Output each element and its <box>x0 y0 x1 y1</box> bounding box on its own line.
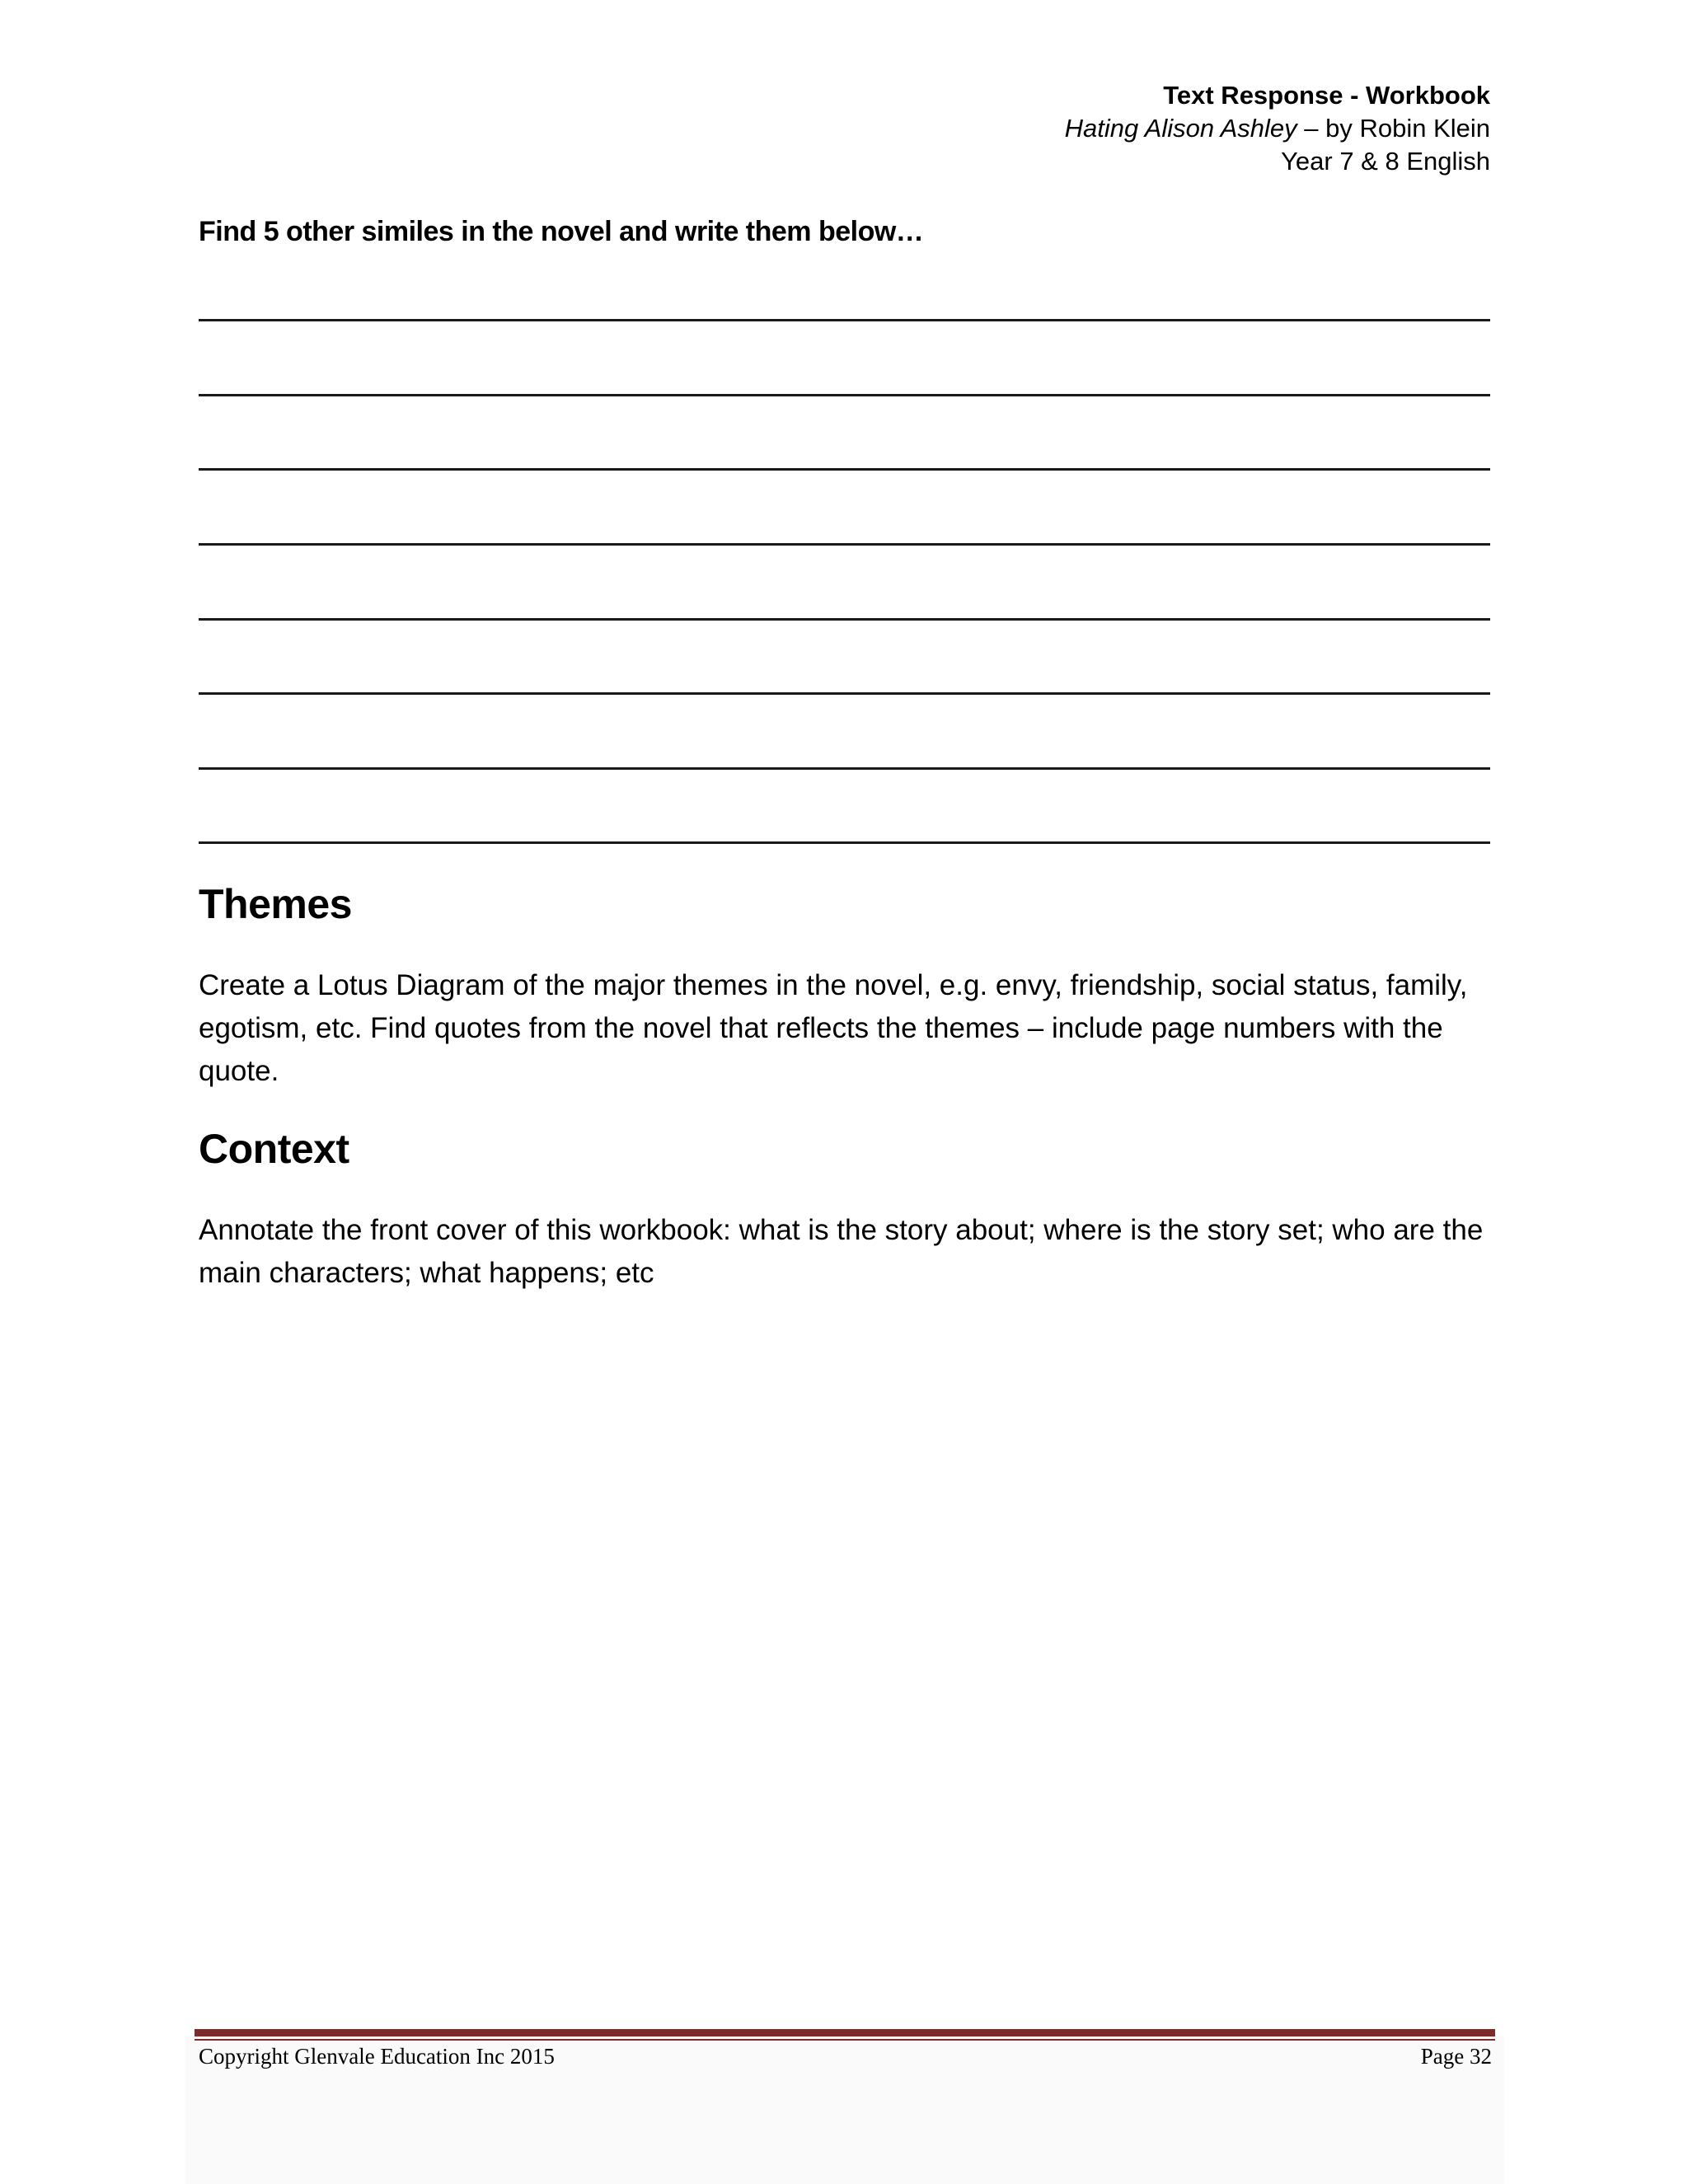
answer-line-5[interactable] <box>199 618 1490 621</box>
footer-page-number: Page 32 <box>1420 2044 1492 2069</box>
book-title: Hating Alison Ashley <box>1064 114 1297 143</box>
answer-line-4[interactable] <box>199 543 1490 546</box>
answer-line-8[interactable] <box>199 841 1490 844</box>
similes-prompt: Find 5 other similes in the novel and write them below… <box>199 216 924 247</box>
themes-body: Create a Lotus Diagram of the major themes in the novel, e.g. envy, friendship, social status, family, egotism, etc. Find quotes from the novel that reflects the themes – include page numbers with the quote. <box>199 969 1468 1087</box>
themes-heading: Themes <box>199 881 352 927</box>
context-heading: Context <box>199 1126 349 1172</box>
context-body: Annotate the front cover of this workbook: what is the story about; where is the story set; who are the main characters; what happens; etc <box>199 1214 1484 1289</box>
book-author: – by Robin Klein <box>1296 114 1490 143</box>
answer-lines <box>199 0 1490 907</box>
footer-rule-thin <box>195 2039 1495 2041</box>
workbook-title: Text Response - Workbook <box>1163 81 1490 110</box>
footer-rule <box>195 2029 1495 2036</box>
answer-line-3[interactable] <box>199 468 1490 471</box>
year-level: Year 7 & 8 English <box>1281 147 1490 176</box>
answer-line-1[interactable] <box>199 319 1490 321</box>
footer-copyright: Copyright Glenvale Education Inc 2015 <box>199 2044 555 2069</box>
answer-line-6[interactable] <box>199 692 1490 695</box>
answer-line-7[interactable] <box>199 767 1490 770</box>
answer-line-2[interactable] <box>199 394 1490 396</box>
